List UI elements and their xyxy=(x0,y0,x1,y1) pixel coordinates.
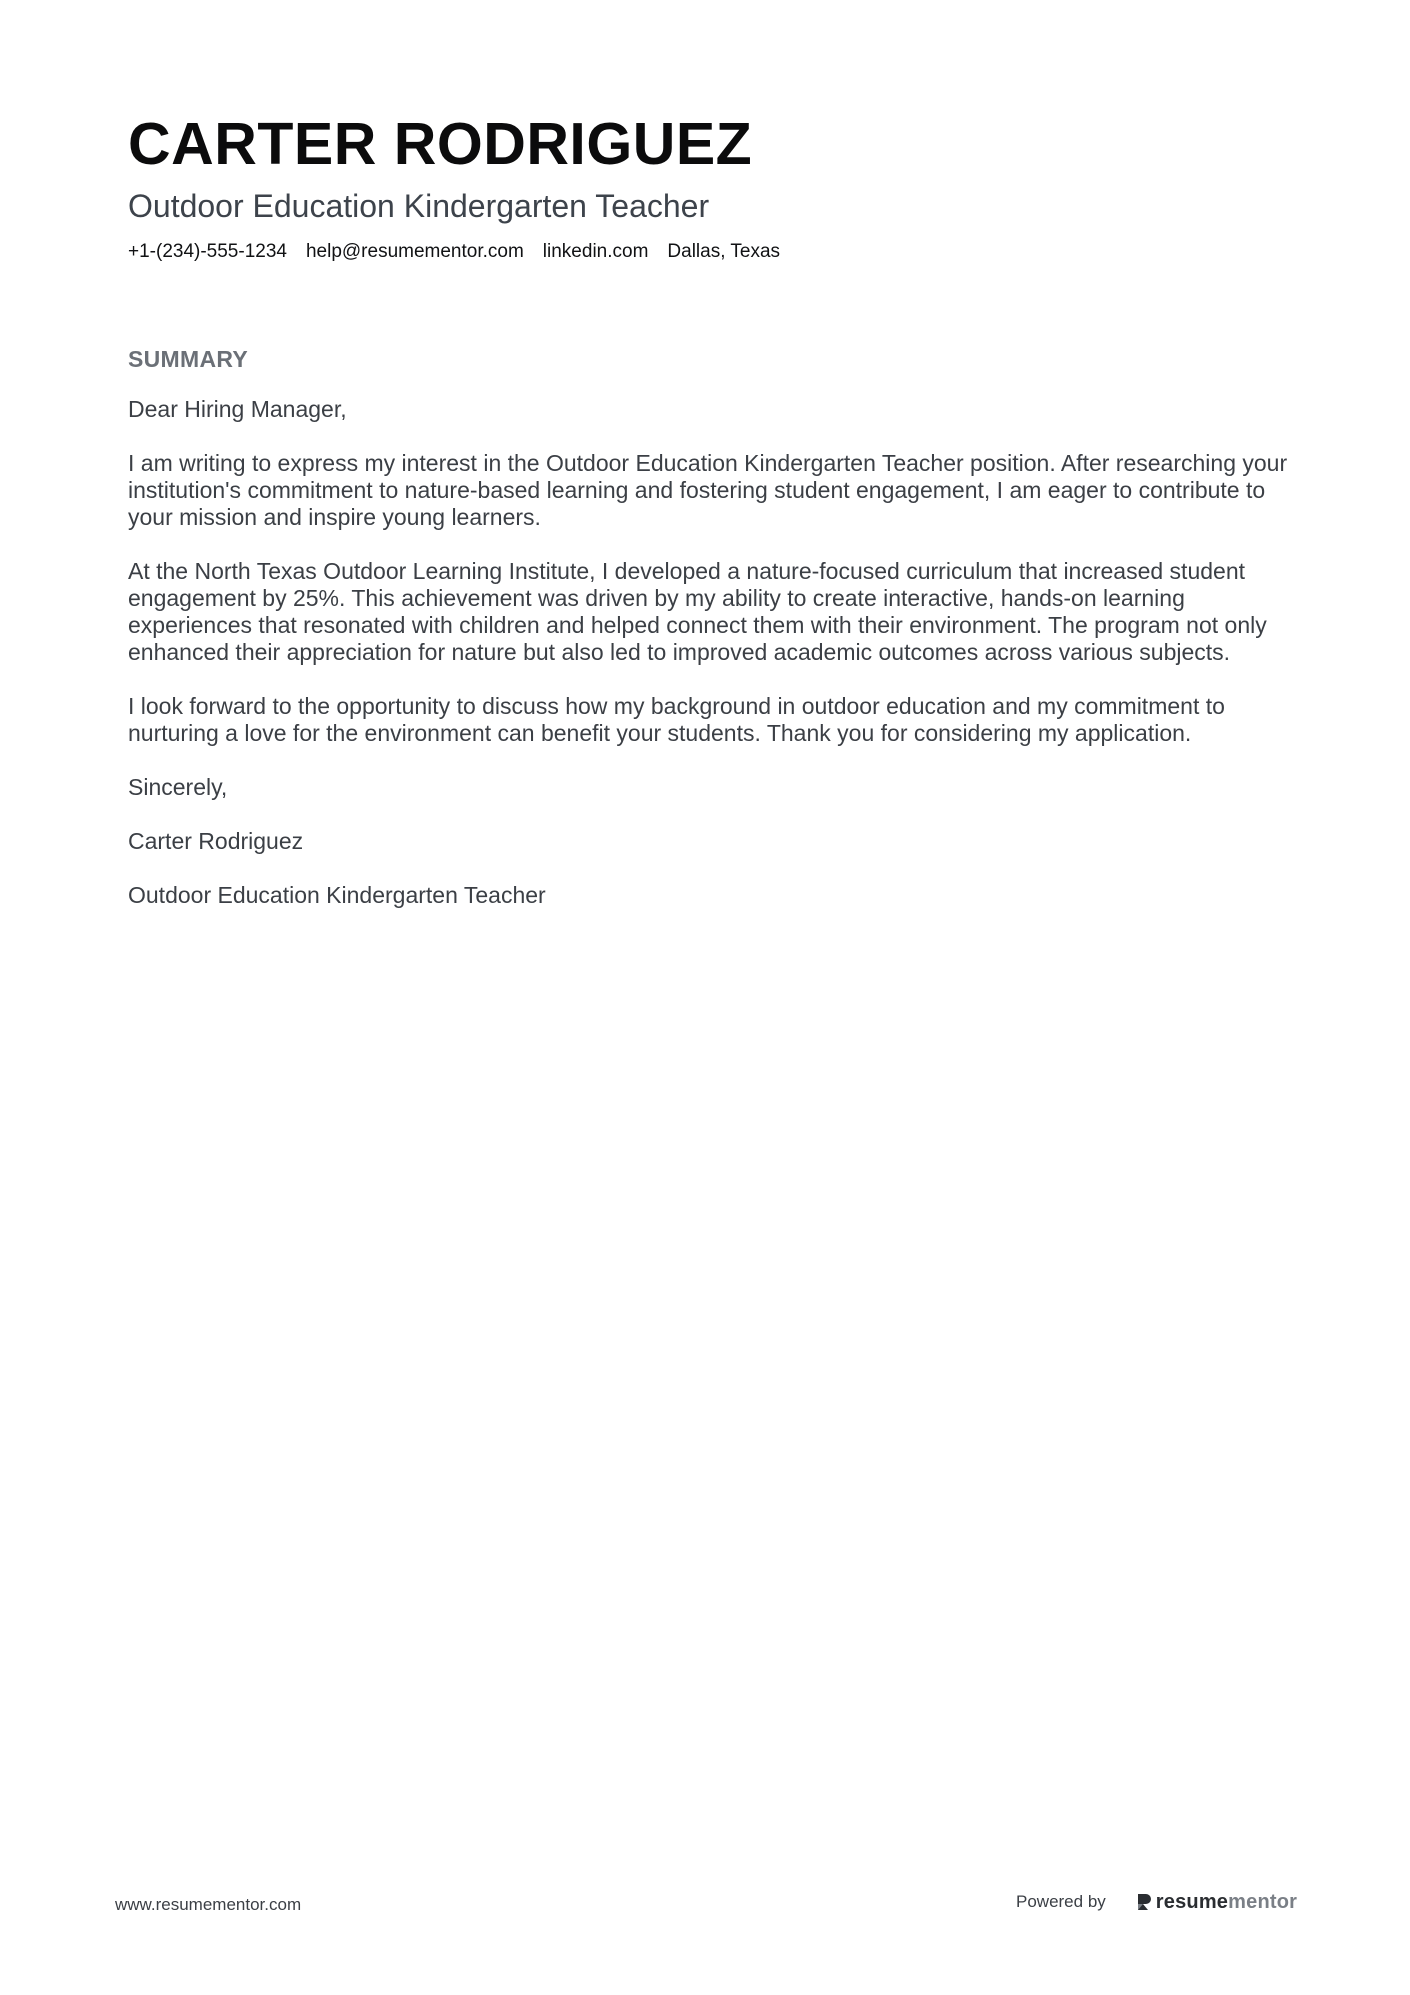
salutation: Dear Hiring Manager, xyxy=(128,396,347,422)
section-heading: SUMMARY xyxy=(128,346,249,372)
header xyxy=(128,108,1288,264)
summary-section xyxy=(128,345,1288,936)
closing: Sincerely, xyxy=(128,774,228,800)
resumementor-logo-icon xyxy=(1136,1892,1152,1912)
letter-body xyxy=(128,396,1288,909)
contact-phone: +1-(234)-555-1234 xyxy=(128,241,287,262)
powered-by-label: Powered by xyxy=(1016,1892,1106,1911)
powered-by xyxy=(1016,1891,1297,1913)
job-title: Outdoor Education Kindergarten Teacher xyxy=(128,188,710,224)
signature-name: Carter Rodriguez xyxy=(128,828,304,854)
contact-location: Dallas, Texas xyxy=(667,241,781,262)
signature-title: Outdoor Education Kindergarten Teacher xyxy=(128,882,546,908)
letter-paragraph: At the North Texas Outdoor Learning Institute, I developed a nature-focused curriculum that increased student engagement by 25%. This achievement was driven by my ability to create interactive, hands-on learning experiences that resonated with children and helped connect them with their environment. The program not only enhanced their appreciation for nature but also led to improved academic outcomes across various subjects. xyxy=(128,558,1267,665)
letter-paragraph: I look forward to the opportunity to discuss how my background in outdoor education and my commitment to nurturing a love for the environment can benefit your students. Thank you for considering my application. xyxy=(128,693,1225,746)
contact-email: help@resumementor.com xyxy=(305,241,524,262)
brand-text-resume: resume xyxy=(1155,1891,1229,1913)
brand-logo xyxy=(1136,1891,1297,1913)
brand-text-mentor: mentor xyxy=(1228,1891,1298,1913)
candidate-name: CARTER RODRIGUEZ xyxy=(128,111,753,177)
contact-info xyxy=(128,240,1288,264)
contact-linkedin: linkedin.com xyxy=(542,241,649,262)
letter-paragraph: I am writing to express my interest in the Outdoor Education Kindergarten Teacher position. After researching your institution's commitment to nature-based learning and fostering student engagement, I am eager to contribute to your mission and inspire young learners. xyxy=(128,450,1288,530)
footer-url: www.resumementor.com xyxy=(115,1895,302,1914)
